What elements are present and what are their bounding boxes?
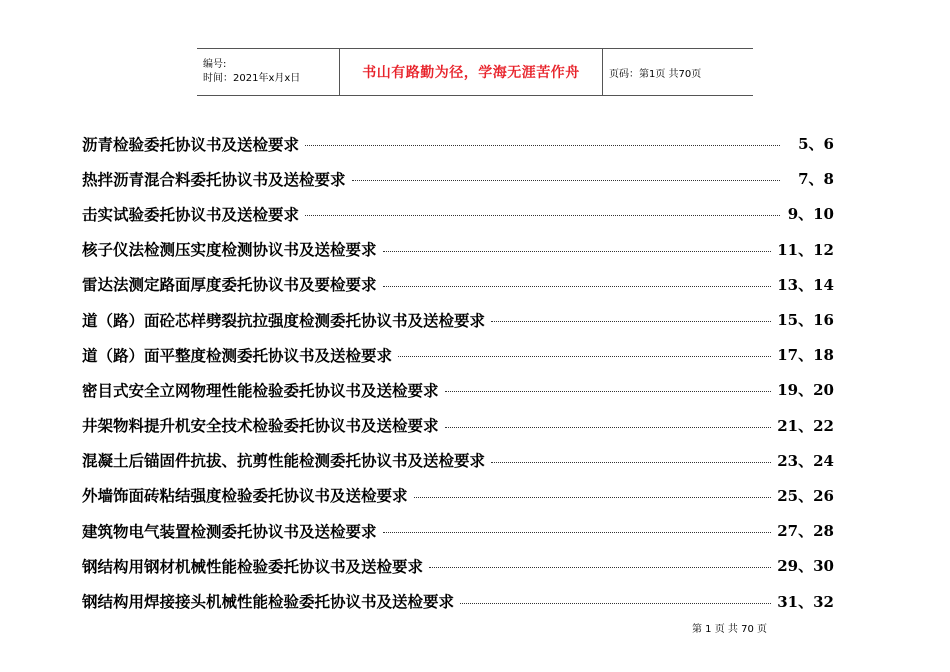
number-label: 编号: xyxy=(203,59,227,70)
page-code: 页码：第1页 共70页 xyxy=(609,68,702,80)
toc-leader-dots xyxy=(383,531,772,533)
toc-entry[interactable] xyxy=(82,267,834,302)
toc-entry[interactable] xyxy=(82,232,834,267)
toc-pages: 13、14 xyxy=(777,275,834,294)
toc-leader-dots xyxy=(398,355,771,357)
toc-leader-dots xyxy=(491,320,771,322)
toc-pages: 29、30 xyxy=(777,557,834,576)
toc-leader-dots xyxy=(491,461,771,463)
toc-pages: 5、6 xyxy=(798,135,834,154)
toc-title: 钢结构用钢材机械性能检验委托协议书及送检要求 xyxy=(82,556,424,576)
toc-title: 沥青检验委托协议书及送检要求 xyxy=(82,134,300,154)
toc-entry[interactable] xyxy=(82,583,834,618)
toc-title: 混凝土后锚固件抗拔、抗剪性能检测委托协议书及送检要求 xyxy=(82,451,486,471)
time-label: 时间：2021年x月x日 xyxy=(203,73,301,84)
toc-entry[interactable] xyxy=(82,443,834,478)
toc-title: 钢结构用焊接接头机械性能检验委托协议书及送检要求 xyxy=(82,592,455,612)
toc-title: 建筑物电气装置检测委托协议书及送检要求 xyxy=(82,521,377,541)
toc-leader-dots xyxy=(305,214,780,216)
toc-pages: 27、28 xyxy=(777,522,834,541)
toc-leader-dots xyxy=(445,390,772,392)
toc-entry[interactable] xyxy=(82,548,834,583)
toc-title: 道（路）面平整度检测委托协议书及送检要求 xyxy=(82,345,393,365)
toc-title: 雷达法测定路面厚度委托协议书及要检要求 xyxy=(82,275,377,295)
toc-pages: 17、18 xyxy=(777,346,834,365)
toc-title: 密目式安全立网物理性能检验委托协议书及送检要求 xyxy=(82,380,439,400)
toc-pages: 7、8 xyxy=(798,170,834,189)
toc-pages: 9、10 xyxy=(787,205,834,224)
header-page-code-cell xyxy=(603,49,753,95)
toc-leader-dots xyxy=(305,144,780,146)
toc-entry[interactable] xyxy=(82,372,834,407)
toc-pages: 19、20 xyxy=(777,381,834,400)
toc-pages: 11、12 xyxy=(777,240,834,259)
toc-pages: 21、22 xyxy=(777,416,834,435)
toc-pages: 31、32 xyxy=(777,592,834,611)
toc-title: 外墙饰面砖粘结强度检验委托协议书及送检要求 xyxy=(82,486,408,506)
toc-title: 道（路）面砼芯样劈裂抗拉强度检测委托协议书及送检要求 xyxy=(82,310,486,330)
toc-entry[interactable] xyxy=(82,408,834,443)
toc-leader-dots xyxy=(429,566,771,568)
page-footer: 第 1 页 共 70 页 xyxy=(692,624,767,635)
toc-entry[interactable] xyxy=(82,513,834,548)
toc-entry[interactable] xyxy=(82,478,834,513)
toc-title: 核子仪法检测压实度检测协议书及送检要求 xyxy=(82,240,377,260)
page-header xyxy=(197,48,753,96)
toc-title: 击实试验委托协议书及送检要求 xyxy=(82,204,300,224)
header-meta xyxy=(197,49,339,95)
toc-entry[interactable] xyxy=(82,126,834,161)
toc-leader-dots xyxy=(414,496,772,498)
toc-entry[interactable] xyxy=(82,337,834,372)
toc-pages: 23、24 xyxy=(777,451,834,470)
toc-pages: 15、16 xyxy=(777,311,834,330)
toc-leader-dots xyxy=(383,285,772,287)
toc-leader-dots xyxy=(460,602,771,604)
toc-entry[interactable] xyxy=(82,196,834,231)
toc-title: 热拌沥青混合料委托协议书及送检要求 xyxy=(82,169,346,189)
toc-title: 井架物料提升机安全技术检验委托协议书及送检要求 xyxy=(82,416,439,436)
toc-leader-dots xyxy=(352,179,780,181)
toc-pages: 25、26 xyxy=(777,486,834,505)
motto: 书山有路勤为径，学海无涯苦作舟 xyxy=(362,65,580,81)
toc-leader-dots xyxy=(445,426,772,428)
table-of-contents xyxy=(82,126,834,619)
toc-leader-dots xyxy=(383,250,772,252)
toc-entry[interactable] xyxy=(82,302,834,337)
toc-entry[interactable] xyxy=(82,161,834,196)
header-motto-cell xyxy=(339,49,603,95)
